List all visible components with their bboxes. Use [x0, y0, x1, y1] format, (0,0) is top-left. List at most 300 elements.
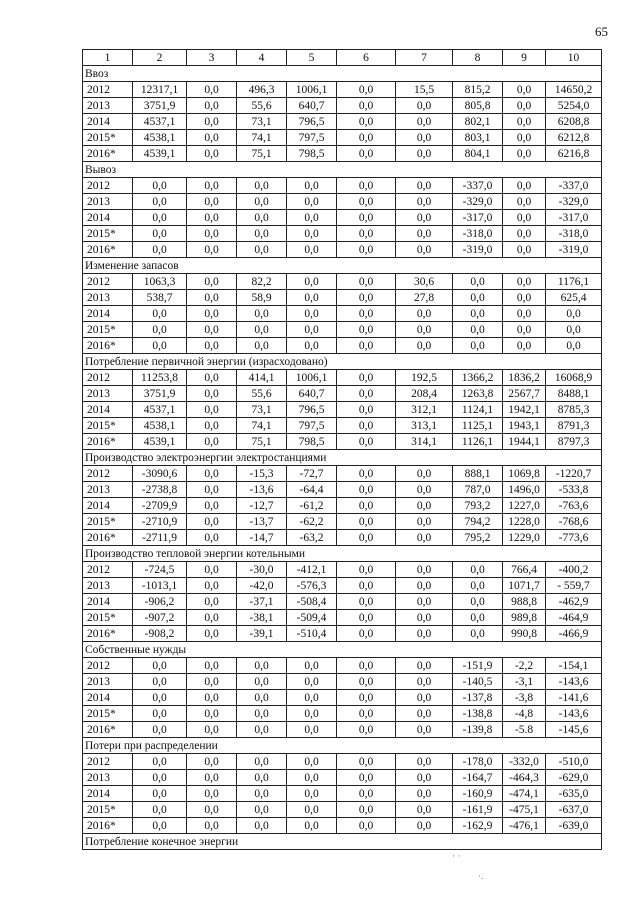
- value-cell: 0,0: [133, 658, 187, 674]
- year-cell: 2013: [83, 578, 133, 594]
- table-row: [83, 722, 602, 738]
- value-cell: 0,0: [337, 418, 396, 434]
- value-cell: -510,4: [287, 626, 337, 642]
- value-cell: 1229,0: [503, 530, 546, 546]
- page-number: 65: [595, 24, 608, 39]
- value-cell: 0,0: [453, 578, 503, 594]
- value-cell: 0,0: [133, 194, 187, 210]
- value-cell: 12317,1: [133, 82, 187, 98]
- value-cell: 82,2: [237, 274, 287, 290]
- value-cell: 989,8: [503, 610, 546, 626]
- value-cell: 2567,7: [503, 386, 546, 402]
- table-row: [83, 402, 602, 418]
- value-cell: 74,1: [237, 418, 287, 434]
- value-cell: -164,7: [453, 770, 503, 786]
- value-cell: -140,5: [453, 674, 503, 690]
- value-cell: -39,1: [237, 626, 287, 642]
- value-cell: 0,0: [453, 594, 503, 610]
- year-cell: 2015*: [83, 610, 133, 626]
- value-cell: 496,3: [237, 82, 287, 98]
- value-cell: 0,0: [187, 114, 237, 130]
- table-row: [83, 370, 602, 386]
- section-row: [83, 738, 602, 754]
- value-cell: 0,0: [287, 306, 337, 322]
- section-title: Производство электроэнергии электростанциями: [83, 450, 602, 466]
- value-cell: 0,0: [503, 210, 546, 226]
- value-cell: 0,0: [453, 290, 503, 306]
- value-cell: 796,5: [287, 114, 337, 130]
- value-cell: 0,0: [187, 530, 237, 546]
- value-cell: 11253,8: [133, 370, 187, 386]
- value-cell: - 559,7: [546, 578, 602, 594]
- value-cell: 0,0: [133, 754, 187, 770]
- value-cell: 0,0: [187, 690, 237, 706]
- value-cell: 0,0: [503, 146, 546, 162]
- value-cell: 0,0: [396, 578, 453, 594]
- value-cell: -635,0: [546, 786, 602, 802]
- value-cell: -318,0: [453, 226, 503, 242]
- table-row: [83, 690, 602, 706]
- year-cell: 2016*: [83, 242, 133, 258]
- value-cell: 0,0: [187, 578, 237, 594]
- value-cell: 0,0: [337, 338, 396, 354]
- value-cell: 192,5: [396, 370, 453, 386]
- value-cell: 0,0: [503, 82, 546, 98]
- column-header: 3: [187, 50, 237, 66]
- value-cell: -30,0: [237, 562, 287, 578]
- value-cell: -400,2: [546, 562, 602, 578]
- value-cell: 6216,8: [546, 146, 602, 162]
- value-cell: 0,0: [396, 130, 453, 146]
- value-cell: 0,0: [396, 226, 453, 242]
- value-cell: 803,1: [453, 130, 503, 146]
- value-cell: 0,0: [187, 770, 237, 786]
- value-cell: 0,0: [187, 594, 237, 610]
- value-cell: 0,0: [237, 338, 287, 354]
- value-cell: 0,0: [337, 242, 396, 258]
- value-cell: 0,0: [237, 194, 287, 210]
- value-cell: 0,0: [337, 674, 396, 690]
- table-row: [83, 578, 602, 594]
- value-cell: 0,0: [187, 322, 237, 338]
- value-cell: 0,0: [187, 722, 237, 738]
- value-cell: -763,6: [546, 498, 602, 514]
- year-cell: 2012: [83, 466, 133, 482]
- value-cell: -151,9: [453, 658, 503, 674]
- value-cell: 0,0: [133, 690, 187, 706]
- value-cell: 0,0: [337, 802, 396, 818]
- value-cell: 0,0: [287, 690, 337, 706]
- value-cell: 787,0: [453, 482, 503, 498]
- value-cell: 798,5: [287, 146, 337, 162]
- value-cell: 0,0: [337, 146, 396, 162]
- value-cell: 0,0: [396, 594, 453, 610]
- column-header: 9: [503, 50, 546, 66]
- value-cell: 0,0: [337, 194, 396, 210]
- section-title: Изменение запасов: [83, 258, 602, 274]
- scan-noise-mark: · ·: [452, 852, 461, 862]
- value-cell: -2738,8: [133, 482, 187, 498]
- year-cell: 2013: [83, 386, 133, 402]
- value-cell: 0,0: [237, 242, 287, 258]
- table-row: [83, 338, 602, 354]
- value-cell: -319,0: [546, 242, 602, 258]
- value-cell: 0,0: [187, 562, 237, 578]
- value-cell: 313,1: [396, 418, 453, 434]
- table-row: [83, 130, 602, 146]
- value-cell: 312,1: [396, 402, 453, 418]
- table-row: [83, 562, 602, 578]
- value-cell: 815,2: [453, 82, 503, 98]
- year-cell: 2013: [83, 290, 133, 306]
- value-cell: 0,0: [237, 754, 287, 770]
- value-cell: 3751,9: [133, 98, 187, 114]
- table-row: [83, 754, 602, 770]
- value-cell: 0,0: [503, 290, 546, 306]
- value-cell: -3090,6: [133, 466, 187, 482]
- value-cell: 0,0: [503, 114, 546, 130]
- table-row: [83, 210, 602, 226]
- value-cell: 6208,8: [546, 114, 602, 130]
- value-cell: 0,0: [187, 402, 237, 418]
- table-row: [83, 466, 602, 482]
- value-cell: 793,2: [453, 498, 503, 514]
- table-row: [83, 498, 602, 514]
- value-cell: -908,2: [133, 626, 187, 642]
- value-cell: -637,0: [546, 802, 602, 818]
- value-cell: 4539,1: [133, 434, 187, 450]
- value-cell: -12,7: [237, 498, 287, 514]
- year-cell: 2015*: [83, 322, 133, 338]
- value-cell: 0,0: [287, 706, 337, 722]
- value-cell: 0,0: [237, 706, 287, 722]
- table-row: [83, 610, 602, 626]
- value-cell: 0,0: [546, 322, 602, 338]
- section-row: [83, 162, 602, 178]
- value-cell: 0,0: [337, 818, 396, 834]
- year-cell: 2012: [83, 274, 133, 290]
- value-cell: -337,0: [546, 178, 602, 194]
- value-cell: 797,5: [287, 418, 337, 434]
- value-cell: -139,8: [453, 722, 503, 738]
- section-title: Вывоз: [83, 162, 602, 178]
- section-row: [83, 834, 602, 850]
- value-cell: 0,0: [503, 194, 546, 210]
- value-cell: -906,2: [133, 594, 187, 610]
- table-row: [83, 98, 602, 114]
- value-cell: -724,5: [133, 562, 187, 578]
- value-cell: 0,0: [287, 322, 337, 338]
- scan-noise-mark: ·.: [478, 872, 484, 882]
- value-cell: -154,1: [546, 658, 602, 674]
- value-cell: 1227,0: [503, 498, 546, 514]
- value-cell: -3,1: [503, 674, 546, 690]
- value-cell: 4537,1: [133, 402, 187, 418]
- value-cell: 0,0: [287, 242, 337, 258]
- value-cell: 0,0: [396, 530, 453, 546]
- value-cell: 0,0: [187, 754, 237, 770]
- year-cell: 2014: [83, 594, 133, 610]
- value-cell: 0,0: [187, 626, 237, 642]
- value-cell: 0,0: [133, 322, 187, 338]
- value-cell: -509,4: [287, 610, 337, 626]
- value-cell: 0,0: [287, 674, 337, 690]
- value-cell: -319,0: [453, 242, 503, 258]
- value-cell: 0,0: [237, 674, 287, 690]
- value-cell: 0,0: [396, 338, 453, 354]
- year-cell: 2013: [83, 194, 133, 210]
- value-cell: -329,0: [453, 194, 503, 210]
- value-cell: 0,0: [396, 626, 453, 642]
- value-cell: 0,0: [503, 98, 546, 114]
- value-cell: 0,0: [187, 194, 237, 210]
- value-cell: 1063,3: [133, 274, 187, 290]
- value-cell: 0,0: [337, 578, 396, 594]
- table-row: [83, 306, 602, 322]
- value-cell: -143,6: [546, 674, 602, 690]
- year-cell: 2012: [83, 370, 133, 386]
- value-cell: 1496,0: [503, 482, 546, 498]
- year-cell: 2015*: [83, 418, 133, 434]
- value-cell: 0,0: [187, 418, 237, 434]
- value-cell: 0,0: [337, 482, 396, 498]
- value-cell: 1071,7: [503, 578, 546, 594]
- value-cell: 0,0: [337, 658, 396, 674]
- value-cell: 0,0: [187, 386, 237, 402]
- value-cell: 0,0: [337, 530, 396, 546]
- value-cell: 1069,8: [503, 466, 546, 482]
- table-row: [83, 114, 602, 130]
- value-cell: 0,0: [396, 562, 453, 578]
- value-cell: 0,0: [133, 706, 187, 722]
- value-cell: 1263,8: [453, 386, 503, 402]
- value-cell: 0,0: [396, 514, 453, 530]
- value-cell: 0,0: [396, 146, 453, 162]
- value-cell: 0,0: [187, 210, 237, 226]
- value-cell: 16068,9: [546, 370, 602, 386]
- value-cell: 0,0: [187, 242, 237, 258]
- value-cell: 794,2: [453, 514, 503, 530]
- value-cell: 208,4: [396, 386, 453, 402]
- value-cell: 0,0: [337, 690, 396, 706]
- value-cell: 4539,1: [133, 146, 187, 162]
- value-cell: 0,0: [396, 610, 453, 626]
- value-cell: -475,1: [503, 802, 546, 818]
- value-cell: 798,5: [287, 434, 337, 450]
- value-cell: 0,0: [337, 594, 396, 610]
- value-cell: 0,0: [337, 434, 396, 450]
- table-row: [83, 386, 602, 402]
- year-cell: 2016*: [83, 146, 133, 162]
- value-cell: 75,1: [237, 434, 287, 450]
- table-row: [83, 242, 602, 258]
- year-cell: 2016*: [83, 434, 133, 450]
- value-cell: 314,1: [396, 434, 453, 450]
- section-title: Потери при распределении: [83, 738, 602, 754]
- value-cell: 0,0: [396, 498, 453, 514]
- value-cell: 6212,8: [546, 130, 602, 146]
- value-cell: 0,0: [337, 754, 396, 770]
- year-cell: 2016*: [83, 626, 133, 642]
- value-cell: 0,0: [237, 210, 287, 226]
- value-cell: 990,8: [503, 626, 546, 642]
- value-cell: 0,0: [396, 194, 453, 210]
- value-cell: 0,0: [187, 482, 237, 498]
- value-cell: 0,0: [503, 242, 546, 258]
- value-cell: 0,0: [337, 722, 396, 738]
- value-cell: 0,0: [133, 306, 187, 322]
- value-cell: 0,0: [337, 306, 396, 322]
- value-cell: 0,0: [237, 818, 287, 834]
- value-cell: -2711,9: [133, 530, 187, 546]
- table-row: [83, 786, 602, 802]
- value-cell: 0,0: [133, 818, 187, 834]
- value-cell: -5.8: [503, 722, 546, 738]
- value-cell: 0,0: [546, 338, 602, 354]
- value-cell: 0,0: [396, 658, 453, 674]
- column-header: 5: [287, 50, 337, 66]
- value-cell: 0,0: [237, 306, 287, 322]
- value-cell: 0,0: [187, 370, 237, 386]
- value-cell: 0,0: [187, 706, 237, 722]
- value-cell: -15,3: [237, 466, 287, 482]
- value-cell: -464,9: [546, 610, 602, 626]
- value-cell: 0,0: [287, 210, 337, 226]
- value-cell: -138,8: [453, 706, 503, 722]
- value-cell: 0,0: [287, 722, 337, 738]
- table-row: [83, 194, 602, 210]
- value-cell: 0,0: [187, 178, 237, 194]
- value-cell: 74,1: [237, 130, 287, 146]
- value-cell: 795,2: [453, 530, 503, 546]
- value-cell: 0,0: [546, 306, 602, 322]
- value-cell: 0,0: [453, 274, 503, 290]
- value-cell: 8797,3: [546, 434, 602, 450]
- value-cell: 73,1: [237, 114, 287, 130]
- value-cell: 0,0: [287, 274, 337, 290]
- value-cell: 0,0: [396, 242, 453, 258]
- value-cell: 0,0: [187, 338, 237, 354]
- section-row: [83, 66, 602, 82]
- value-cell: 0,0: [287, 818, 337, 834]
- section-title: Ввоз: [83, 66, 602, 82]
- value-cell: 4537,1: [133, 114, 187, 130]
- value-cell: -72,7: [287, 466, 337, 482]
- value-cell: 0,0: [187, 434, 237, 450]
- value-cell: 0,0: [133, 178, 187, 194]
- value-cell: 0,0: [396, 802, 453, 818]
- value-cell: 0,0: [187, 658, 237, 674]
- value-cell: 0,0: [337, 466, 396, 482]
- value-cell: -412,1: [287, 562, 337, 578]
- table-row: [83, 178, 602, 194]
- value-cell: -63,2: [287, 530, 337, 546]
- value-cell: 1176,1: [546, 274, 602, 290]
- value-cell: 1366,2: [453, 370, 503, 386]
- value-cell: 14650,2: [546, 82, 602, 98]
- value-cell: 75,1: [237, 146, 287, 162]
- value-cell: -64,4: [287, 482, 337, 498]
- value-cell: -508,4: [287, 594, 337, 610]
- table-row: [83, 626, 602, 642]
- value-cell: 0,0: [187, 786, 237, 802]
- year-cell: 2014: [83, 114, 133, 130]
- value-cell: 1124,1: [453, 402, 503, 418]
- table-row: [83, 514, 602, 530]
- value-cell: 0,0: [133, 674, 187, 690]
- value-cell: 0,0: [187, 818, 237, 834]
- value-cell: -576,3: [287, 578, 337, 594]
- table-row: [83, 274, 602, 290]
- value-cell: 0,0: [237, 786, 287, 802]
- value-cell: -2,2: [503, 658, 546, 674]
- value-cell: 0,0: [133, 770, 187, 786]
- value-cell: 0,0: [453, 626, 503, 642]
- value-cell: 0,0: [396, 754, 453, 770]
- value-cell: 640,7: [287, 98, 337, 114]
- value-cell: 0,0: [396, 466, 453, 482]
- value-cell: 0,0: [337, 322, 396, 338]
- table-row: [83, 594, 602, 610]
- value-cell: 0,0: [287, 338, 337, 354]
- table-row: [83, 82, 602, 98]
- value-cell: -329,0: [546, 194, 602, 210]
- table-row: [83, 418, 602, 434]
- year-cell: 2014: [83, 498, 133, 514]
- value-cell: 0,0: [337, 98, 396, 114]
- value-cell: 0,0: [237, 722, 287, 738]
- energy-balance-table: [82, 49, 602, 850]
- value-cell: 0,0: [503, 306, 546, 322]
- value-cell: 0,0: [187, 514, 237, 530]
- table-row: [83, 226, 602, 242]
- value-cell: 988,8: [503, 594, 546, 610]
- value-cell: -160,9: [453, 786, 503, 802]
- section-row: [83, 450, 602, 466]
- value-cell: -37,1: [237, 594, 287, 610]
- value-cell: 0,0: [133, 210, 187, 226]
- year-cell: 2012: [83, 82, 133, 98]
- value-cell: 0,0: [133, 338, 187, 354]
- value-cell: 0,0: [287, 178, 337, 194]
- value-cell: 0,0: [396, 706, 453, 722]
- value-cell: -476,1: [503, 818, 546, 834]
- value-cell: 0,0: [187, 130, 237, 146]
- year-cell: 2013: [83, 482, 133, 498]
- value-cell: 1943,1: [503, 418, 546, 434]
- value-cell: 0,0: [187, 274, 237, 290]
- column-header: 10: [546, 50, 602, 66]
- value-cell: 0,0: [396, 690, 453, 706]
- value-cell: -143,6: [546, 706, 602, 722]
- value-cell: 4538,1: [133, 418, 187, 434]
- value-cell: 0,0: [237, 802, 287, 818]
- value-cell: 0,0: [503, 338, 546, 354]
- value-cell: 8791,3: [546, 418, 602, 434]
- value-cell: -2710,9: [133, 514, 187, 530]
- value-cell: 414,1: [237, 370, 287, 386]
- year-cell: 2012: [83, 754, 133, 770]
- value-cell: 55,6: [237, 386, 287, 402]
- value-cell: 0,0: [503, 322, 546, 338]
- value-cell: 0,0: [503, 178, 546, 194]
- value-cell: 0,0: [133, 786, 187, 802]
- section-title: Потребление конечное энергии: [83, 834, 602, 850]
- value-cell: 0,0: [337, 386, 396, 402]
- value-cell: -318,0: [546, 226, 602, 242]
- value-cell: 0,0: [187, 802, 237, 818]
- value-cell: -510,0: [546, 754, 602, 770]
